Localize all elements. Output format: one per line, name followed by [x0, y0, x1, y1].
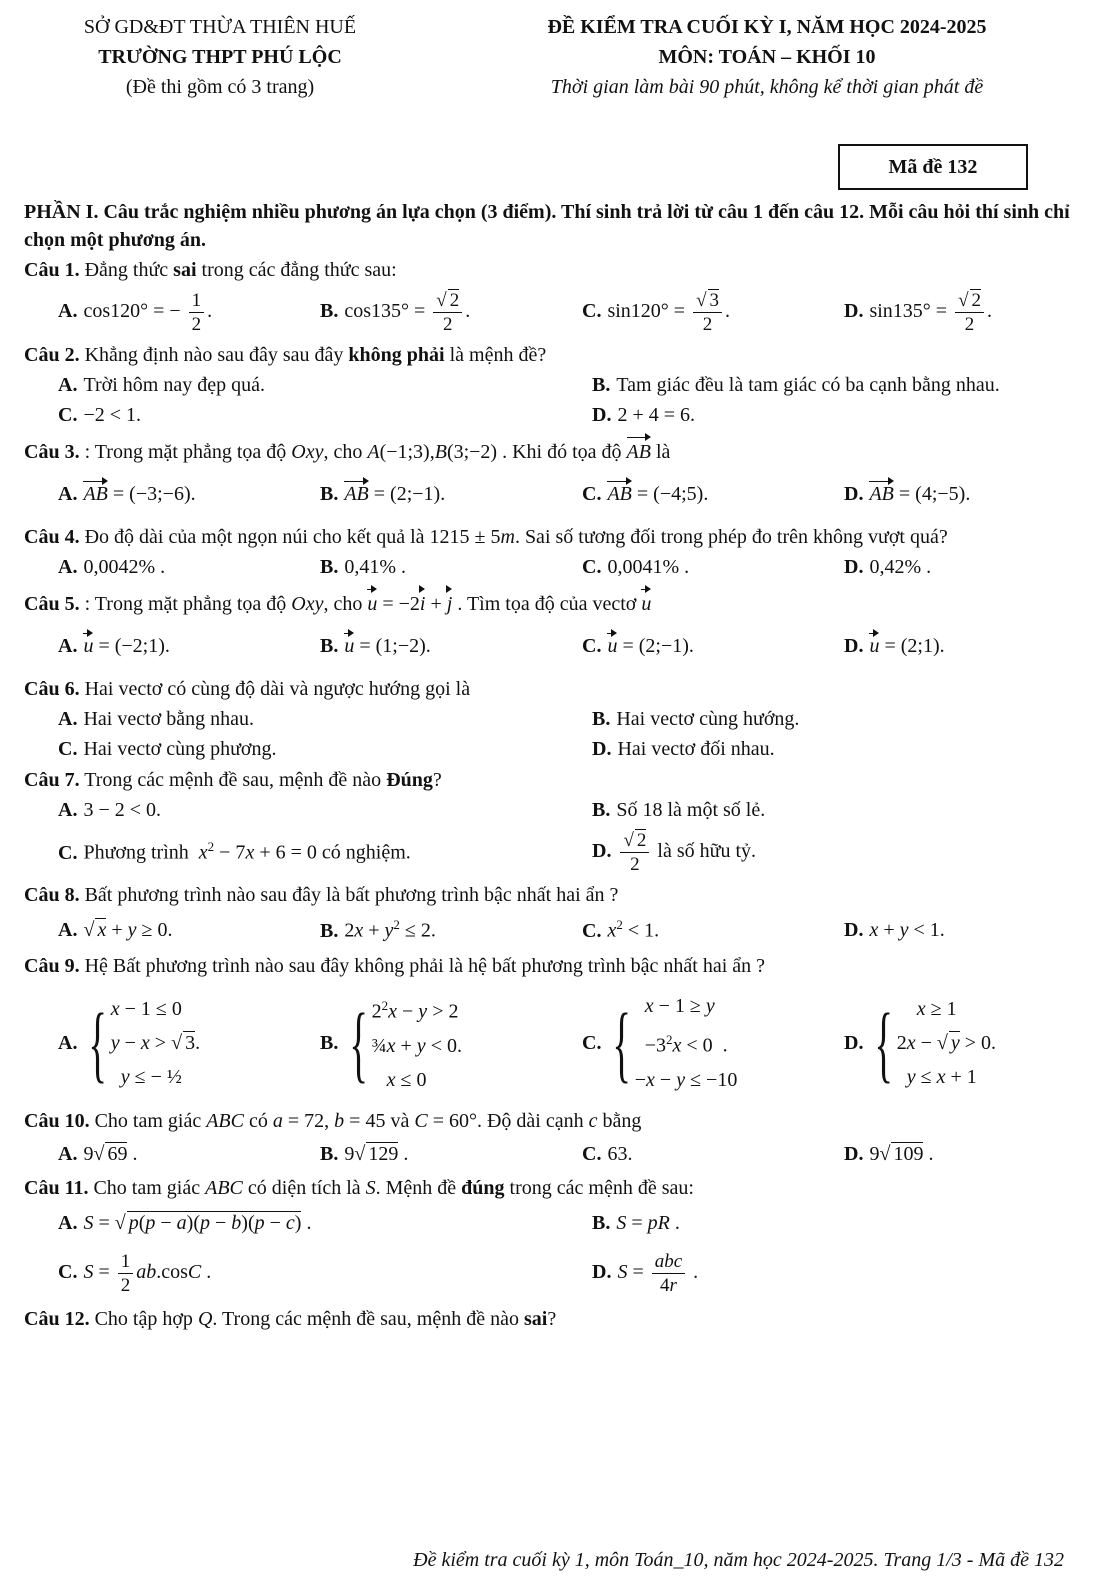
- option-c[interactable]: C. $x^2 < 1$.: [582, 917, 660, 942]
- option-a[interactable]: A. 0,0042% .: [58, 556, 166, 578]
- question-12: Câu 12. Cho tập hợp Q. Trong các mệnh đề sau, mệnh đề nào sai?: [24, 1308, 557, 1330]
- exam-title: ĐỀ KIỂM TRA CUỐI KỲ I, NĂM HỌC 2024-2025: [547, 16, 987, 38]
- question-9: Câu 9. Hệ Bất phương trình nào sau đây không phải là hệ bất phương trình bậc nhất hai ẩn ?: [24, 955, 766, 977]
- option-a[interactable]: A. √ x + y ≥ 0.: [58, 919, 173, 941]
- option-c[interactable]: C. −2 < 1.: [58, 404, 142, 426]
- option-d[interactable]: D. Hai vectơ đối nhau.: [592, 738, 775, 760]
- option-c[interactable]: C. sin120° = $\frac{√ 3}{2}$ .: [582, 289, 731, 335]
- department-name: SỞ GD&ĐT THỪA THIÊN HUẾ: [83, 16, 357, 38]
- option-a[interactable]: A. 9√ 69 .: [58, 1143, 138, 1165]
- question-2: Câu 2. Khẳng định nào sau đây sau đây không phải là mệnh đề?: [24, 344, 547, 366]
- option-c[interactable]: C. S = $\frac{1}{2}$ ab.cosC .: [58, 1250, 212, 1296]
- option-b[interactable]: B. $2x + y^2 \le 2$.: [320, 917, 436, 942]
- option-d[interactable]: D. sin135° = $\frac{√ 2}{2}$ .: [844, 289, 993, 335]
- option-c[interactable]: C. { x − 1 ≥ y $-3^2x < 0$ . −x − y ≤ −10: [582, 995, 738, 1091]
- option-d[interactable]: D. { x ≥ 1 2x − √ y > 0. y ≤ x + 1: [844, 995, 997, 1091]
- option-c[interactable]: C. AB = (−4;5).: [582, 483, 709, 505]
- time-note: Thời gian làm bài 90 phút, không kể thời gian phát đề: [550, 76, 984, 98]
- option-c[interactable]: C. u = (2;−1).: [582, 635, 694, 657]
- option-d[interactable]: D. S = $\frac{\text{abc}}{4r}$ .: [592, 1250, 699, 1296]
- option-d[interactable]: D. 9√ 109 .: [844, 1143, 934, 1165]
- question-7: Câu 7. Trong các mệnh đề sau, mệnh đề nào Đúng?: [24, 769, 442, 791]
- option-b[interactable]: B. { $2^2x - y > 2$ ¾x + y < 0. x ≤ 0: [320, 995, 462, 1091]
- option-d[interactable]: D. u = (2;1).: [844, 635, 945, 657]
- question-6: Câu 6. Hai vectơ có cùng độ dài và ngược hướng gọi là: [24, 678, 471, 700]
- option-b[interactable]: B. cos135° = $\frac{√ 2}{2}$ .: [320, 289, 471, 335]
- option-c[interactable]: C. Hai vectơ cùng phương.: [58, 738, 277, 760]
- option-d[interactable]: D. 0,42% .: [844, 556, 932, 578]
- option-a[interactable]: A. { x − 1 ≤ 0 y − x > √ 3. y ≤ − ½: [58, 995, 201, 1091]
- exam-header: [0, 12, 1094, 102]
- option-c[interactable]: C. Phương trình $x^2 - 7x + 6 = 0$ có nghiệm.: [58, 839, 411, 864]
- option-b[interactable]: B. AB = (2;−1).: [320, 483, 446, 505]
- option-b[interactable]: B. S = pR .: [592, 1212, 680, 1234]
- option-a[interactable]: A. cos120° = − $\frac{1}{2}$ .: [58, 289, 213, 335]
- option-a[interactable]: A. Trời hôm nay đẹp quá.: [58, 374, 265, 396]
- question-5: Câu 5. : Trong mặt phẳng tọa độ Oxy, cho u = −2i + j . Tìm tọa độ của vectơ u: [24, 590, 1074, 619]
- option-c[interactable]: C. 63.: [582, 1143, 633, 1165]
- option-d[interactable]: D. $\frac{√ 2}{2}$ là số hữu tỷ.: [592, 829, 757, 875]
- page-count-note: (Đề thi gồm có 3 trang): [125, 76, 315, 98]
- school-name: TRƯỜNG THPT PHÚ LỘC: [98, 46, 342, 68]
- page-footer: Đề kiểm tra cuối kỳ 1, môn Toán_10, năm học 2024-2025. Trang 1/3 - Mã đề 132: [413, 1549, 1064, 1571]
- question-11: Câu 11. Cho tam giác ABC có diện tích là S. Mệnh đề đúng trong các mệnh đề sau:: [24, 1177, 694, 1199]
- option-b[interactable]: B. Tam giác đều là tam giác có ba cạnh bằng nhau.: [592, 374, 1000, 396]
- section-title: PHẦN I. Câu trắc nghiệm nhiều phương án lựa chọn (3 điểm). Thí sinh trả lời từ câu 1 đến câu 12. Mỗi câu hỏi thí sinh chỉ chọn một phương án.: [24, 201, 1070, 251]
- subject-line: MÔN: TOÁN – KHỐI 10: [658, 46, 876, 68]
- option-b[interactable]: B. 0,41% .: [320, 556, 407, 578]
- option-b[interactable]: B. Số 18 là một số lẻ.: [592, 799, 766, 821]
- option-a[interactable]: A. Hai vectơ bằng nhau.: [58, 708, 254, 730]
- option-d[interactable]: D. x + y < 1.: [844, 919, 945, 941]
- question-1: Câu 1. Đẳng thức sai trong các đẳng thức sau:: [24, 259, 397, 281]
- question-3: Câu 3. : Trong mặt phẳng tọa độ Oxy, cho A(−1;3),B(3;−2) . Khi đó tọa độ AB là: [24, 438, 1074, 467]
- option-a[interactable]: A. u = (−2;1).: [58, 635, 170, 657]
- option-a[interactable]: A. S = √ p(p − a)(p − b)(p − c) .: [58, 1212, 312, 1234]
- question-1-options: [24, 285, 1074, 339]
- option-d[interactable]: D. AB = (4;−5).: [844, 483, 971, 505]
- question-8: Câu 8. Bất phương trình nào sau đây là bất phương trình bậc nhất hai ẩn ?: [24, 884, 619, 906]
- option-c[interactable]: C. 0,0041% .: [582, 556, 690, 578]
- option-b[interactable]: B. u = (1;−2).: [320, 635, 431, 657]
- exam-content: [24, 198, 1074, 1334]
- option-b[interactable]: B. Hai vectơ cùng hướng.: [592, 708, 800, 730]
- question-10: Câu 10. Cho tam giác ABC có a = 72, b = 45 và C = 60°. Độ dài cạnh c bằng: [24, 1110, 642, 1132]
- option-a[interactable]: A. 3 − 2 < 0.: [58, 799, 162, 821]
- option-d[interactable]: D. 2 + 4 = 6.: [592, 404, 696, 426]
- option-a[interactable]: A. AB = (−3;−6).: [58, 483, 196, 505]
- option-b[interactable]: B. 9√ 129 .: [320, 1143, 409, 1165]
- question-4: Câu 4. Đo độ dài của một ngọn núi cho kết quả là 1215 ± 5m. Sai số tương đối trong phép đo trên không vượt quá?: [24, 526, 948, 548]
- exam-code-box: Mã đề 132: [838, 144, 1028, 190]
